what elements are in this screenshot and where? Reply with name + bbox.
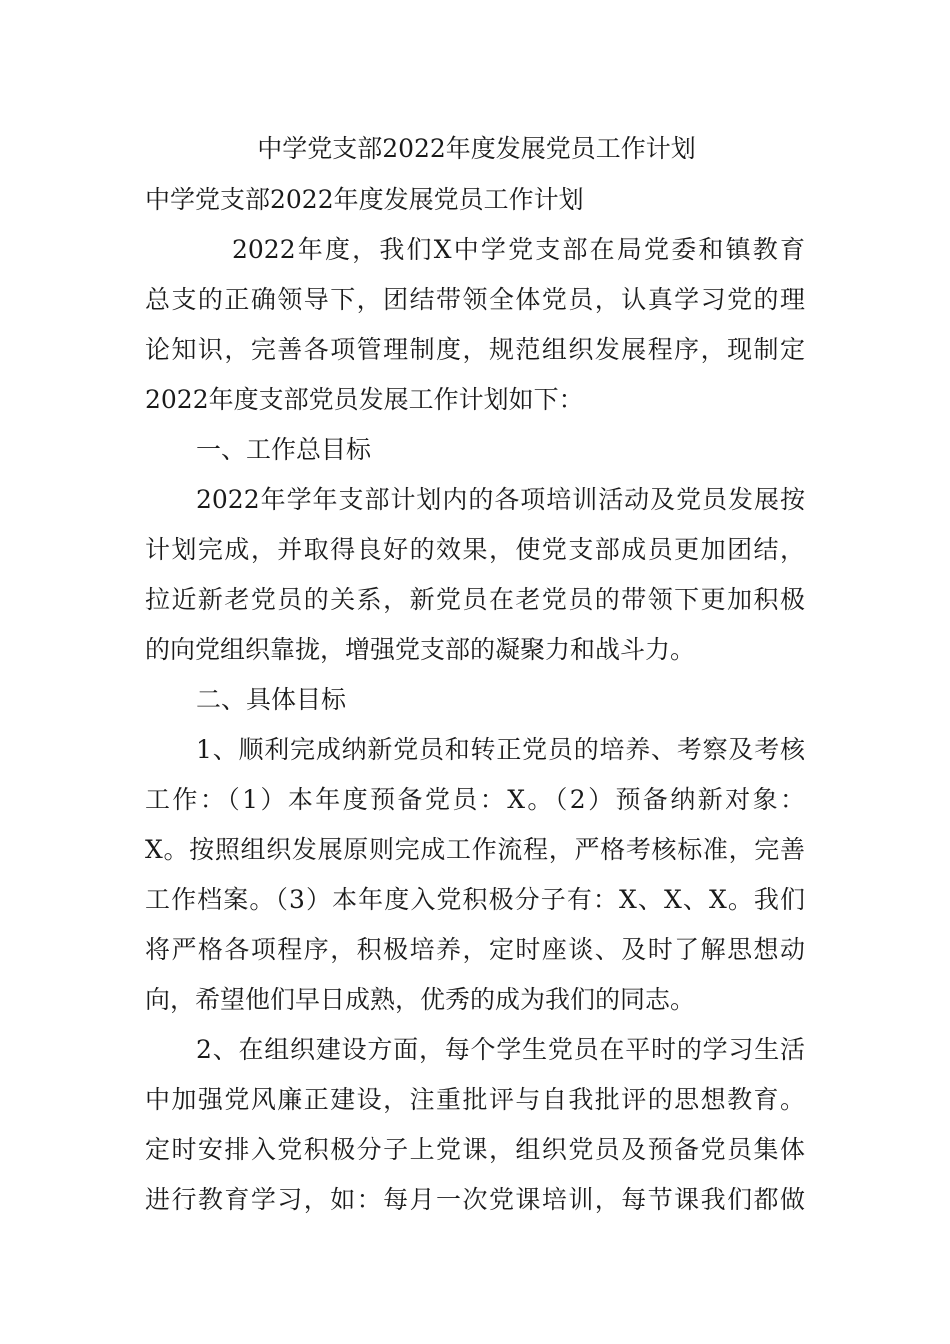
item-line: 2、在组织建设方面，每个学生党员在平时的学习生活 — [196, 1035, 805, 1064]
item-line: 将严格各项程序，积极培养，定时座谈、及时了解思想动 — [145, 935, 805, 964]
intro-line: 论知识，完善各项管理制度，规范组织发展程序，现制定 — [145, 335, 805, 364]
intro-line: 2022年度，我们X中学党支部在局党委和镇教育 — [232, 235, 805, 264]
item-line: 1、顺利完成纳新党员和转正党员的培养、考察及考核 — [196, 735, 805, 764]
section-heading: 二、具体目标 — [196, 685, 347, 714]
item-line: 向，希望他们早日成熟，优秀的成为我们的同志。 — [145, 985, 696, 1014]
section-heading: 一、工作总目标 — [196, 435, 372, 464]
document-title: 中学党支部2022年度发展党员工作计划 — [257, 134, 696, 163]
item-line: 工作档案。（3）本年度入党积极分子有：X、X、X。我们 — [145, 885, 805, 914]
intro-line: 总支的正确领导下，团结带领全体党员，认真学习党的理 — [145, 285, 805, 314]
item-line: 中加强党风廉正建设，注重批评与自我批评的思想教育。 — [145, 1085, 805, 1114]
section-line: 2022年学年支部计划内的各项培训活动及党员发展按 — [196, 485, 805, 514]
item-line: 定时安排入党积极分子上党课，组织党员及预备党员集体 — [145, 1135, 805, 1164]
document-subtitle: 中学党支部2022年度发展党员工作计划 — [145, 185, 584, 214]
intro-line: 2022年度支部党员发展工作计划如下： — [145, 385, 584, 414]
item-line: 进行教育学习，如：每月一次党课培训，每节课我们都做 — [145, 1185, 805, 1214]
section-line: 的向党组织靠拢，增强党支部的凝聚力和战斗力。 — [145, 635, 696, 664]
section-line: 计划完成，并取得良好的效果，使党支部成员更加团结， — [145, 535, 805, 564]
section-line: 拉近新老党员的关系，新党员在老党员的带领下更加积极 — [145, 585, 805, 614]
item-line: X。按照组织发展原则完成工作流程，严格考核标准，完善 — [145, 835, 805, 864]
item-line: 工作：（1）本年度预备党员：X。（2）预备纳新对象： — [145, 785, 805, 814]
